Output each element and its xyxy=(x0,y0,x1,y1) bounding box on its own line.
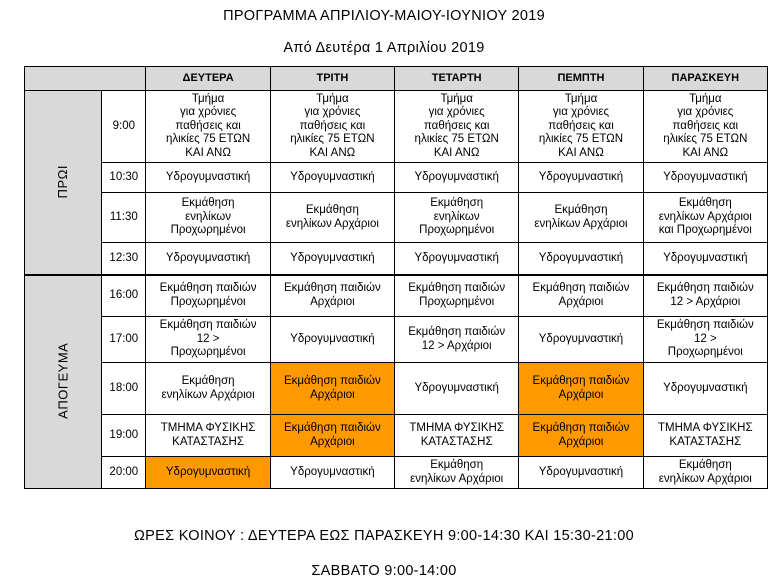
class-cell xyxy=(270,317,394,363)
class-name: ΤΜΗΜΑ ΦΥΣΙΚΗΣ ΚΑΤΑΣΤΑΣΗΣ xyxy=(658,422,753,448)
class-cell xyxy=(146,275,270,317)
class-name: Τμήμα για χρόνιες παθήσεις και ηλικίες 75 ΕΤΩΝ ΚΑΙ ΑΝΩ xyxy=(538,92,624,159)
class-cell xyxy=(270,193,394,243)
page-subtitle: Από Δευτέρα 1 Απριλίου 2019 xyxy=(283,40,485,56)
class-name: Εκμάθηση ενηλίκων Προχωρημένοι xyxy=(419,197,495,237)
time-cell: 18:00 xyxy=(102,363,146,415)
schedule-table xyxy=(24,66,768,489)
class-cell xyxy=(519,243,643,275)
class-name: Εκμάθηση ενηλίκων Αρχάριοι xyxy=(161,375,255,401)
class-cell xyxy=(643,457,767,489)
class-cell xyxy=(146,415,270,457)
time-cell: 12:30 xyxy=(102,243,146,275)
class-cell xyxy=(146,457,270,489)
page-title: ΠΡΟΓΡΑΜΜΑ ΑΠΡΙΛΙΟΥ-ΜΑΙΟΥ-ΙΟΥΝΙΟΥ 2019 xyxy=(223,8,545,24)
time-cell: 9:00 xyxy=(102,91,146,163)
class-cell xyxy=(395,457,519,489)
class-cell xyxy=(643,91,767,163)
class-cell xyxy=(395,363,519,415)
class-name: Εκμάθηση παιδιών Αρχάριοι xyxy=(532,375,630,401)
class-name: Υδρογυμναστική xyxy=(165,465,251,478)
day-header: ΤΡΙΤΗ xyxy=(270,67,394,91)
period-label: ΠΡΩΙ xyxy=(55,164,71,198)
class-cell xyxy=(395,91,519,163)
period-label-cell xyxy=(25,91,102,275)
class-name: Υδρογυμναστική xyxy=(290,251,375,264)
class-name: Εκμάθηση παιδιών 12 > Προχωρημένοι xyxy=(159,319,257,359)
class-cell xyxy=(270,415,394,457)
class-name: Εκμάθηση παιδιών Αρχάριοι xyxy=(283,375,381,401)
class-name: Τμήμα για χρόνιες παθήσεις και ηλικίες 75 ΕΤΩΝ ΚΑΙ ΑΝΩ xyxy=(414,92,499,159)
schedule-row xyxy=(25,91,768,163)
saturday-hours: ΣΑΒΒΑΤΟ 9:00-14:00 xyxy=(311,563,457,579)
class-cell xyxy=(270,163,394,193)
class-cell xyxy=(519,317,643,363)
time-cell: 19:00 xyxy=(102,415,146,457)
class-cell xyxy=(519,193,643,243)
class-name: Υδρογυμναστική xyxy=(165,251,251,264)
class-name: Εκμάθηση παιδιών Αρχάριοι xyxy=(532,282,630,308)
class-cell xyxy=(519,163,643,193)
class-cell xyxy=(146,243,270,275)
class-cell xyxy=(519,91,643,163)
class-name: Υδρογυμναστική xyxy=(290,170,375,183)
class-name: Εκμάθηση παιδιών Προχωρημένοι xyxy=(159,282,257,308)
time-cell: 16:00 xyxy=(102,275,146,317)
class-cell xyxy=(146,363,270,415)
class-cell xyxy=(146,317,270,363)
class-name: Υδρογυμναστική xyxy=(538,170,624,183)
class-name: Υδρογυμναστική xyxy=(538,251,624,264)
schedule-body xyxy=(25,91,768,489)
header-row xyxy=(25,67,768,91)
class-name: Εκμάθηση ενηλίκων Αρχάριοι xyxy=(534,204,628,230)
class-cell xyxy=(395,193,519,243)
class-name: Υδρογυμναστική xyxy=(290,465,375,478)
class-name: Υδρογυμναστική xyxy=(538,332,624,345)
class-name: Υδρογυμναστική xyxy=(414,251,499,264)
class-cell xyxy=(270,243,394,275)
class-cell xyxy=(519,415,643,457)
schedule-row xyxy=(25,193,768,243)
class-name: Τμήμα για χρόνιες παθήσεις και ηλικίες 75 ΕΤΩΝ ΚΑΙ ΑΝΩ xyxy=(290,92,375,159)
class-name: Εκμάθηση ενηλίκων Προχωρημένοι xyxy=(170,197,246,237)
class-name: Εκμάθηση ενηλίκων Αρχάριοι xyxy=(658,459,752,485)
class-cell xyxy=(270,275,394,317)
class-name: Εκμάθηση παιδιών Αρχάριοι xyxy=(283,422,381,448)
class-name: Υδρογυμναστική xyxy=(538,465,624,478)
schedule-row xyxy=(25,243,768,275)
class-cell xyxy=(146,163,270,193)
class-cell xyxy=(395,275,519,317)
class-cell xyxy=(146,193,270,243)
class-cell xyxy=(270,457,394,489)
day-header: ΤΕΤΑΡΤΗ xyxy=(395,67,519,91)
class-name: ΤΜΗΜΑ ΦΥΣΙΚΗΣ ΚΑΤΑΣΤΑΣΗΣ xyxy=(409,422,504,448)
class-name: Εκμάθηση ενηλίκων Αρχάριοι xyxy=(410,459,504,485)
opening-hours: ΩΡΕΣ ΚΟΙΝΟΥ : ΔΕΥΤΕΡΑ ΕΩΣ ΠΑΡΑΣΚΕΥΗ 9:00-14:30 ΚΑΙ 15:30-21:00 xyxy=(134,528,634,544)
class-cell xyxy=(270,91,394,163)
class-cell xyxy=(643,163,767,193)
period-label: ΑΠΟΓΕΥΜΑ xyxy=(55,342,71,419)
class-name: ΤΜΗΜΑ ΦΥΣΙΚΗΣ ΚΑΤΑΣΤΑΣΗΣ xyxy=(160,422,256,448)
class-cell xyxy=(643,243,767,275)
class-name: Υδρογυμναστική xyxy=(663,170,748,183)
class-name: Εκμάθηση ενηλίκων Αρχάριοι και Προχωρημένοι xyxy=(658,197,752,237)
day-header: ΠΑΡΑΣΚΕΥΗ xyxy=(643,67,767,91)
class-cell xyxy=(643,363,767,415)
class-name: Εκμάθηση ενηλίκων Αρχάριοι xyxy=(285,204,379,230)
class-cell xyxy=(519,457,643,489)
day-header: ΠΕΜΠΤΗ xyxy=(519,67,643,91)
class-cell xyxy=(395,415,519,457)
class-name: Εκμάθηση παιδιών Αρχάριοι xyxy=(532,422,630,448)
day-header: ΔΕΥΤΕΡΑ xyxy=(146,67,270,91)
time-cell: 10:30 xyxy=(102,163,146,193)
class-cell xyxy=(270,363,394,415)
schedule-row xyxy=(25,317,768,363)
class-name: Εκμάθηση παιδιών Προχωρημένοι xyxy=(408,282,506,308)
class-cell xyxy=(395,163,519,193)
schedule-row xyxy=(25,457,768,489)
class-cell xyxy=(519,275,643,317)
schedule-row xyxy=(25,275,768,317)
class-name: Υδρογυμναστική xyxy=(414,170,499,183)
class-name: Υδρογυμναστική xyxy=(663,381,748,394)
class-name: Τμήμα για χρόνιες παθήσεις και ηλικίες 75 ΕΤΩΝ ΚΑΙ ΑΝΩ xyxy=(663,92,748,159)
class-name: Υδρογυμναστική xyxy=(414,381,499,394)
class-cell xyxy=(395,243,519,275)
class-name: Υδρογυμναστική xyxy=(165,170,251,183)
class-cell xyxy=(146,91,270,163)
time-cell: 11:30 xyxy=(102,193,146,243)
time-cell: 20:00 xyxy=(102,457,146,489)
schedule-row xyxy=(25,415,768,457)
class-cell xyxy=(643,317,767,363)
class-name: Εκμάθηση παιδιών 12 > Αρχάριοι xyxy=(408,326,506,352)
class-cell xyxy=(395,317,519,363)
class-name: Εκμάθηση παιδιών Αρχάριοι xyxy=(283,282,381,308)
class-cell xyxy=(643,193,767,243)
class-cell xyxy=(643,415,767,457)
schedule-row xyxy=(25,363,768,415)
schedule-row xyxy=(25,163,768,193)
header-corner xyxy=(25,67,146,91)
class-name: Εκμάθηση παιδιών 12 > Προχωρημένοι xyxy=(656,319,754,359)
class-cell xyxy=(643,275,767,317)
class-cell xyxy=(519,363,643,415)
period-label-cell xyxy=(25,275,102,489)
class-name: Τμήμα για χρόνιες παθήσεις και ηλικίες 75 ΕΤΩΝ ΚΑΙ ΑΝΩ xyxy=(165,92,251,159)
class-name: Υδρογυμναστική xyxy=(290,332,375,345)
class-name: Εκμάθηση παιδιών 12 > Αρχάριοι xyxy=(656,282,754,308)
class-name: Υδρογυμναστική xyxy=(663,251,748,264)
time-cell: 17:00 xyxy=(102,317,146,363)
